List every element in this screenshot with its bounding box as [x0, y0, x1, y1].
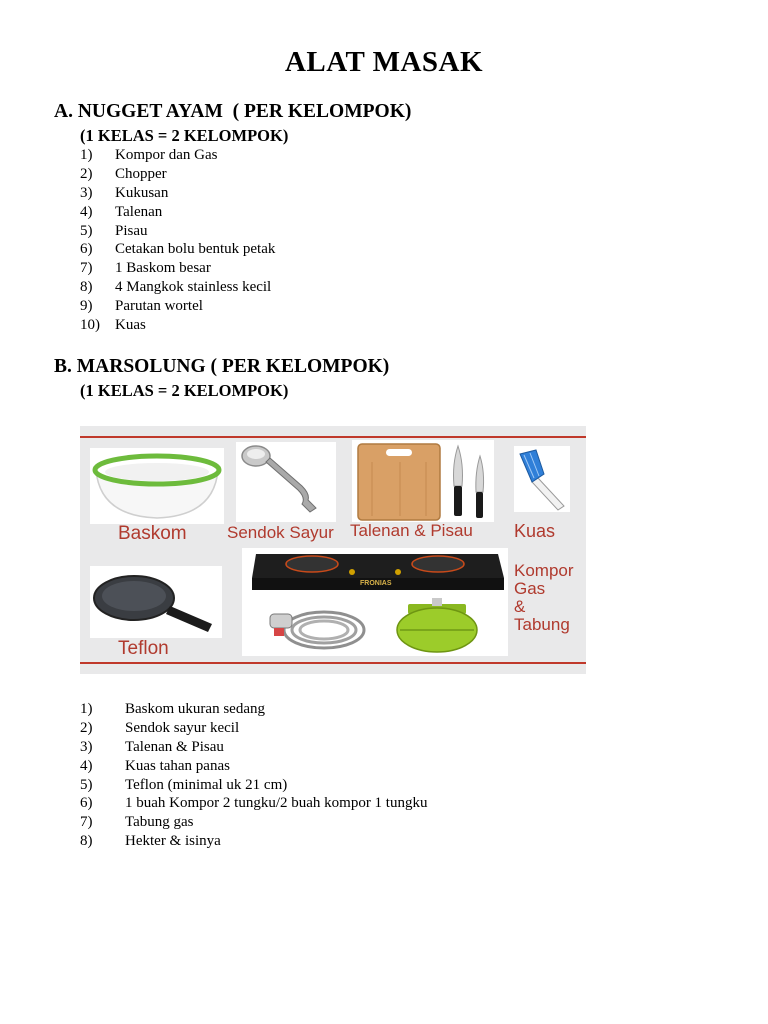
item-text: Pisau [115, 222, 148, 239]
item-text: 1 buah Kompor 2 tungku/2 buah kompor 1 tungku [125, 795, 428, 812]
caption-line: Kompor [514, 561, 574, 580]
item-number: 7) [80, 814, 93, 831]
item-text: 4 Mangkok stainless kecil [115, 279, 272, 296]
divider-top [80, 436, 586, 438]
item-number: 10) [80, 317, 100, 334]
section-a-subheading: (1 KELAS = 2 KELOMPOK) [80, 126, 289, 145]
section-a-heading: A. NUGGET AYAM ( PER KELOMPOK) [54, 101, 412, 122]
gas-regulator-icon [266, 600, 370, 654]
stove-panel [242, 548, 508, 656]
frying-pan-icon [90, 566, 222, 638]
caption-teflon: Teflon [118, 638, 169, 659]
item-number: 5) [80, 222, 93, 239]
basin-icon [90, 448, 224, 524]
divider-bottom [80, 662, 586, 664]
item-number: 5) [80, 776, 93, 793]
brush-icon [510, 444, 574, 516]
caption-line: Tabung [514, 615, 570, 634]
item-text: 1 Baskom besar [115, 260, 211, 277]
item-number: 2) [80, 719, 93, 736]
item-number: 3) [80, 184, 93, 201]
item-text: Hekter & isinya [125, 833, 221, 850]
item-text: Parutan wortel [115, 298, 203, 315]
item-text: Kuas [115, 317, 146, 334]
caption-kompor-gas-tabung [514, 562, 574, 634]
item-text: Sendok sayur kecil [125, 719, 240, 736]
cooking-tools-illustration [80, 426, 586, 674]
basin-panel [90, 448, 224, 524]
item-text: Tabung gas [125, 814, 194, 831]
item-text: Kukusan [115, 184, 169, 201]
item-text: Cetakan bolu bentuk petak [115, 241, 276, 258]
item-text: Baskom ukuran sedang [125, 701, 265, 717]
caption-talenan-pisau: Talenan & Pisau [350, 521, 473, 540]
item-text: Talenan & Pisau [125, 738, 224, 755]
item-number: 6) [80, 795, 93, 812]
caption-baskom: Baskom [118, 523, 187, 544]
item-number: 4) [80, 757, 93, 774]
item-text: Kompor dan Gas [115, 147, 218, 163]
caption-line: Gas [514, 579, 546, 598]
item-number: 1) [80, 147, 93, 163]
page-title: ALAT MASAK [284, 46, 484, 78]
item-text: Kuas tahan panas [125, 757, 230, 774]
ladle-panel [236, 442, 336, 522]
item-number: 8) [80, 833, 93, 850]
section-b-subheading: (1 KELAS = 2 KELOMPOK) [80, 381, 289, 400]
knife-icon [448, 444, 492, 522]
board-knife-panel [352, 440, 494, 522]
item-text: Teflon (minimal uk 21 cm) [125, 776, 288, 793]
section-b-heading: B. MARSOLUNG ( PER KELOMPOK) [54, 356, 390, 377]
caption-sendok-sayur: Sendok Sayur [227, 523, 334, 542]
item-number: 3) [80, 738, 93, 755]
item-text: Chopper [115, 165, 167, 182]
item-number: 6) [80, 241, 93, 258]
item-number: 2) [80, 165, 93, 182]
caption-line: & [514, 597, 526, 616]
caption-kuas: Kuas [514, 521, 556, 541]
gas-tank-icon [396, 596, 488, 654]
item-number: 9) [80, 298, 93, 315]
ladle-icon [236, 442, 336, 522]
pan-panel [90, 566, 222, 638]
item-number: 7) [80, 260, 93, 277]
item-number: 1) [80, 701, 93, 717]
item-number: 8) [80, 279, 93, 296]
item-number: 4) [80, 203, 93, 220]
item-text: Talenan [115, 203, 163, 220]
stove-brand-label: FRONIAS [360, 580, 392, 587]
